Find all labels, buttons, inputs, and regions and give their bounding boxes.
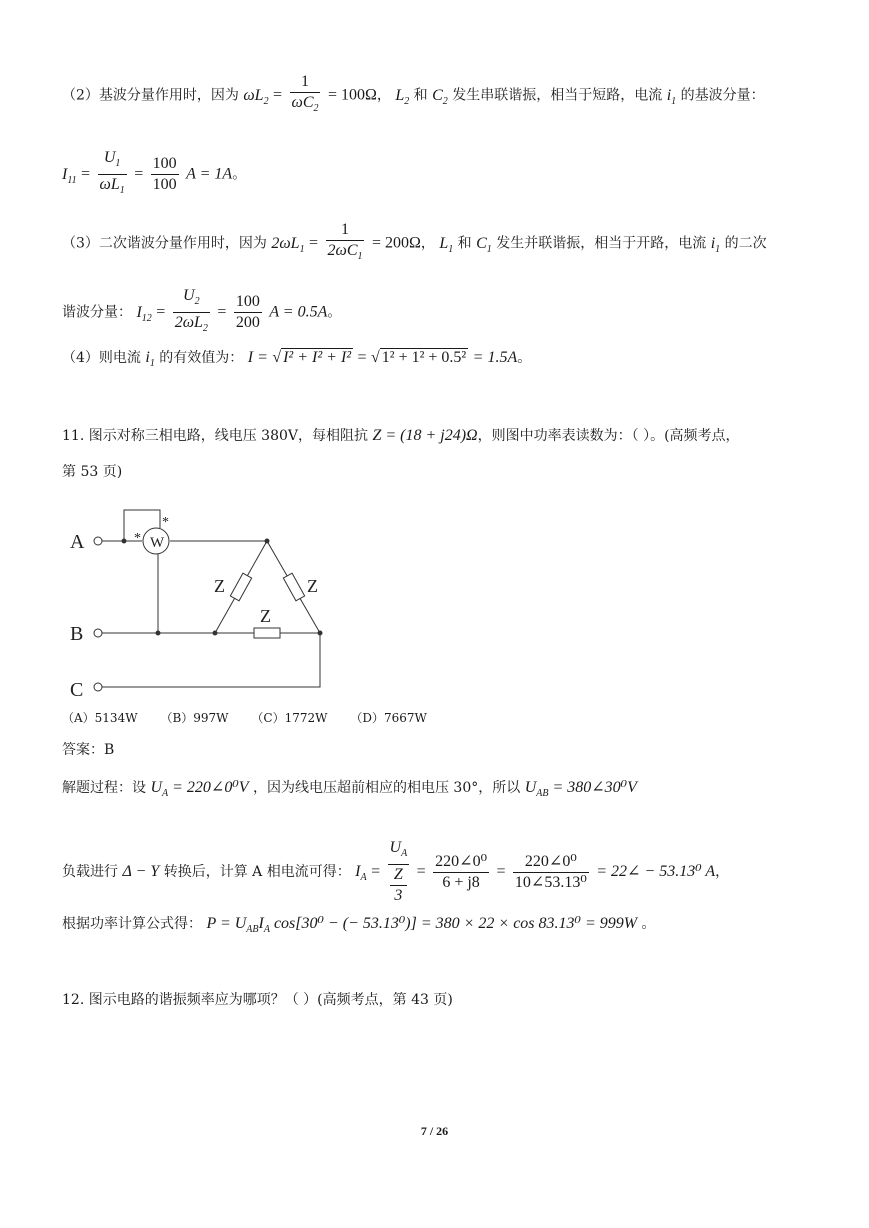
terminal-A <box>94 537 102 545</box>
answer: 答案：B <box>62 742 115 758</box>
terminal-A-label: A <box>70 531 85 553</box>
three-phase-circuit-diagram <box>62 500 362 700</box>
terminal-C-label: C <box>70 679 84 700</box>
solution-line3: 根据功率计算公式得： $P = U_{AB}I_A$ cos[30⁰ − (− 53.13⁰)] = 380 × 22 × cos 83.13⁰ = 999W 。 <box>62 915 656 936</box>
omega-L2: $\omega L_2$ <box>243 86 269 107</box>
step3-line: （3）二次谐波分量作用时，因为 $2\omega L_1$ = $\frac{1}{2\omega C_1}$ = 200Ω， $L_1$ 和 $C_1$ 发生并联谐振，相当于开路，电流 $i_1$ 的二次 <box>62 221 767 263</box>
solution-line1: 解题过程：设 $U_A$ = 220∠0⁰V ，因为线电压超前相应的相电压 30°，所以 $U_{AB}$ = 380∠30⁰V <box>62 779 637 800</box>
solution-line2: 负载进行 Δ − Y 转换后，计算 A 相电流可得： $I_A$ = $U_A$ Z 3 = $\frac{\text{220∠0⁰}}{6 + j8}$ = $\frac{\text{220∠0⁰}}{\text{10∠53.13⁰}}$ = 22∠ − 53.13⁰ A， <box>62 839 730 905</box>
terminal-B-label: B <box>70 623 84 645</box>
step2-result: = 100Ω <box>327 86 377 104</box>
step2-line: （2）基波分量作用时，因为 $\omega L_2$ = $\frac{1}{\omega C_2}$ = 100Ω， $L_2$ 和 $C_2$ 发生串联谐振，相当于短路，电流 $i_1$ 的基波分量： <box>62 72 765 119</box>
step4-line: （4）则电流 $i_1$ 的有效值为： I = √ I² + I² + I² = √ 1² + 1² + 0.5² = 1.5A。 <box>62 349 532 370</box>
Z-label-left: Z <box>214 576 225 596</box>
star-mark-2: * <box>162 515 169 530</box>
star-mark-1: * <box>134 531 141 546</box>
step2-prefix: （2）基波分量作用时，因为 <box>62 87 239 104</box>
terminal-B <box>94 629 102 637</box>
q11-line1: 11. 图示对称三相电路，线电压 380V，每相阻抗 Z = (18 + j24)Ω，则图中功率表读数为：（ ）。(高频考点， <box>62 427 740 444</box>
impedance-Z-left <box>230 573 251 601</box>
option-A: （A）5134W <box>62 711 138 725</box>
terminal-C <box>94 683 102 691</box>
option-D: （D）7667W <box>350 711 427 725</box>
impedance-Z-right <box>283 573 304 601</box>
Z-label-bottom: Z <box>260 606 271 626</box>
step3b-line: 谐波分量： $I_{12}$ = $\frac{U_2}{2\omega L_2}$ = $\frac{100}{200}$ A = 0.5A。 <box>62 287 342 335</box>
options-row <box>62 708 427 728</box>
impedance-Z-bottom <box>254 628 280 638</box>
q11-line2: 第 53 页) <box>62 464 123 480</box>
step2-fraction: $\frac{1}{\omega C_2}$ <box>291 73 319 115</box>
Z-label-right: Z <box>307 576 318 596</box>
wattmeter-label: W <box>150 535 165 551</box>
option-B: （B）997W <box>160 711 229 725</box>
q12-line: 12. 图示电路的谐振频率应为哪项？（ ）(高频考点，第 43 页) <box>62 992 453 1008</box>
option-C: （C）1772W <box>251 711 328 725</box>
page-number: 7 / 26 <box>420 1124 449 1138</box>
eq-I11: $I_{11}$ = $\frac{U_1}{\omega L_1}$ = $\frac{100}{100}$ A = 1A。 <box>62 149 247 197</box>
